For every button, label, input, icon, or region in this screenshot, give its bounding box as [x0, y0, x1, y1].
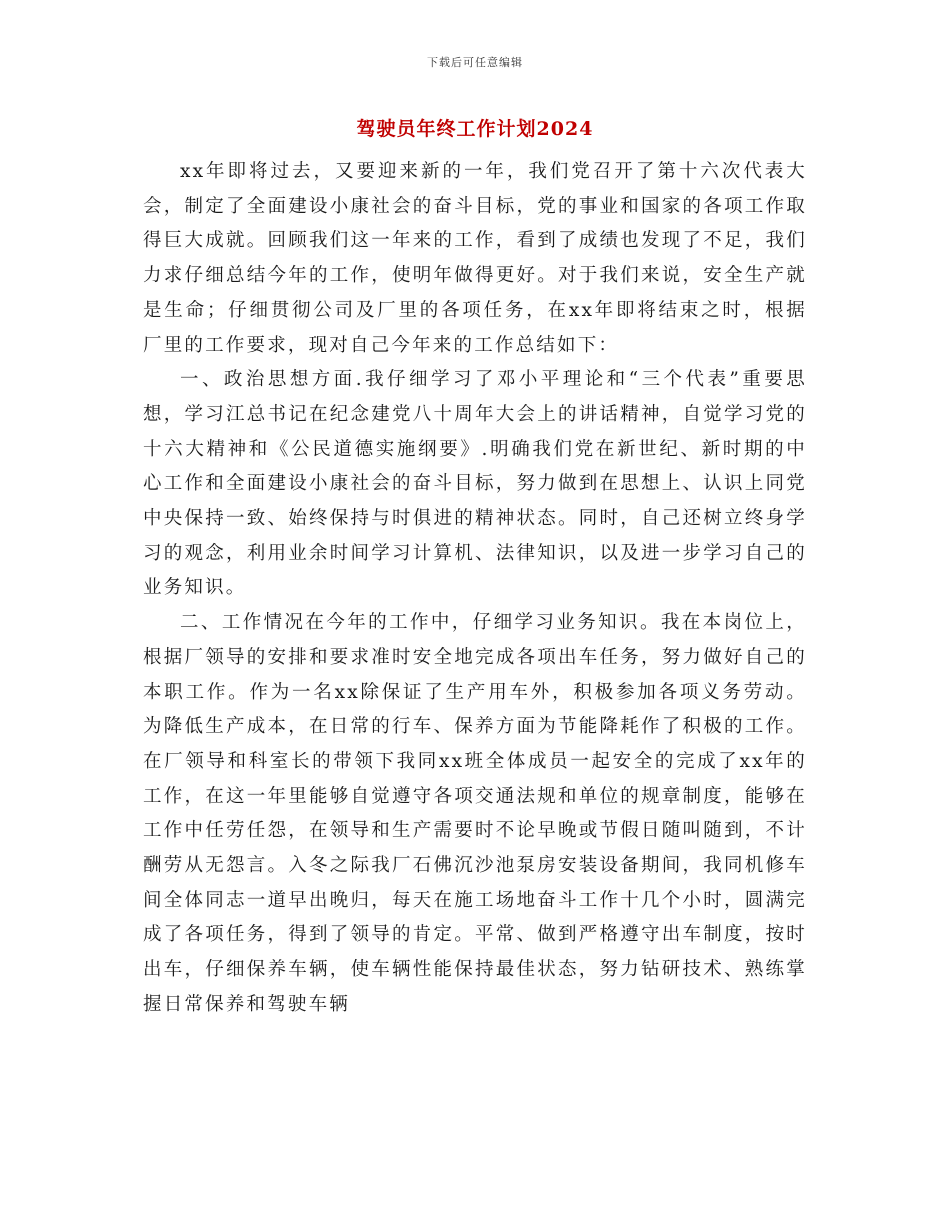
paragraph-work: 二、工作情况在今年的工作中，仔细学习业务知识。我在本岗位上，根据厂领导的安排和要求准时安全地完成各项出车任务，努力做好自己的本职工作。作为一名xx除保证了生产用车外，积极参加各项义务劳动。为降低生产成本，在日常的行车、保养方面为节能降耗作了积极的工作。在厂领导和科室长的带领下我同xx班全体成员一起安全的完成了xx年的工作，在这一年里能够自觉遵守各项交通法规和单位的规章制度，能够在工作中任劳任怨，在领导和生产需要时不论早晚或节假日随叫随到，不计酬劳从无怨言。入冬之际我厂石佛沉沙池泵房安装设备期间，我同机修车间全体同志一道早出晚归，每天在施工场地奋斗工作十几个小时，圆满完成了各项任务，得到了领导的肯定。平常、做到严格遵守出车制度，按时出车，仔细保养车辆，使车辆性能保持最佳状态，努力钻研技术、熟练掌握日常保养和驾驶车辆: [143, 612, 807, 1015]
header-note: 下载后可任意编辑: [427, 56, 523, 69]
document-title: 驾驶员年终工作计划2024: [356, 118, 594, 140]
paragraph-intro: xx年即将过去，又要迎来新的一年，我们党召开了第十六次代表大会，制定了全面建设小康社会的奋斗目标，党的事业和国家的各项工作取得巨大成就。回顾我们这一年来的工作，看到了成绩也发现了不足，我们力求仔细总结今年的工作，使明年做得更好。对于我们来说，安全生产就是生命；仔细贯彻公司及厂里的各项任务，在xx年即将结束之时，根据厂里的工作要求，现对自己今年来的工作总结如下：: [143, 161, 807, 356]
paragraph-political: 一、政治思想方面.我仔细学习了邓小平理论和“三个代表”重要思想，学习江总书记在纪念建党八十周年大会上的讲话精神，自觉学习党的十六大精神和《公民道德实施纲要》.明确我们党在新世纪、新时期的中心工作和全面建设小康社会的奋斗目标，努力做到在思想上、认识上同党中央保持一致、始终保持与时俱进的精神状态。同时，自己还树立终身学习的观念，利用业余时间学习计算机、法律知识，以及进一步学习自己的业务知识。: [143, 369, 807, 599]
document-body: [143, 155, 807, 1023]
